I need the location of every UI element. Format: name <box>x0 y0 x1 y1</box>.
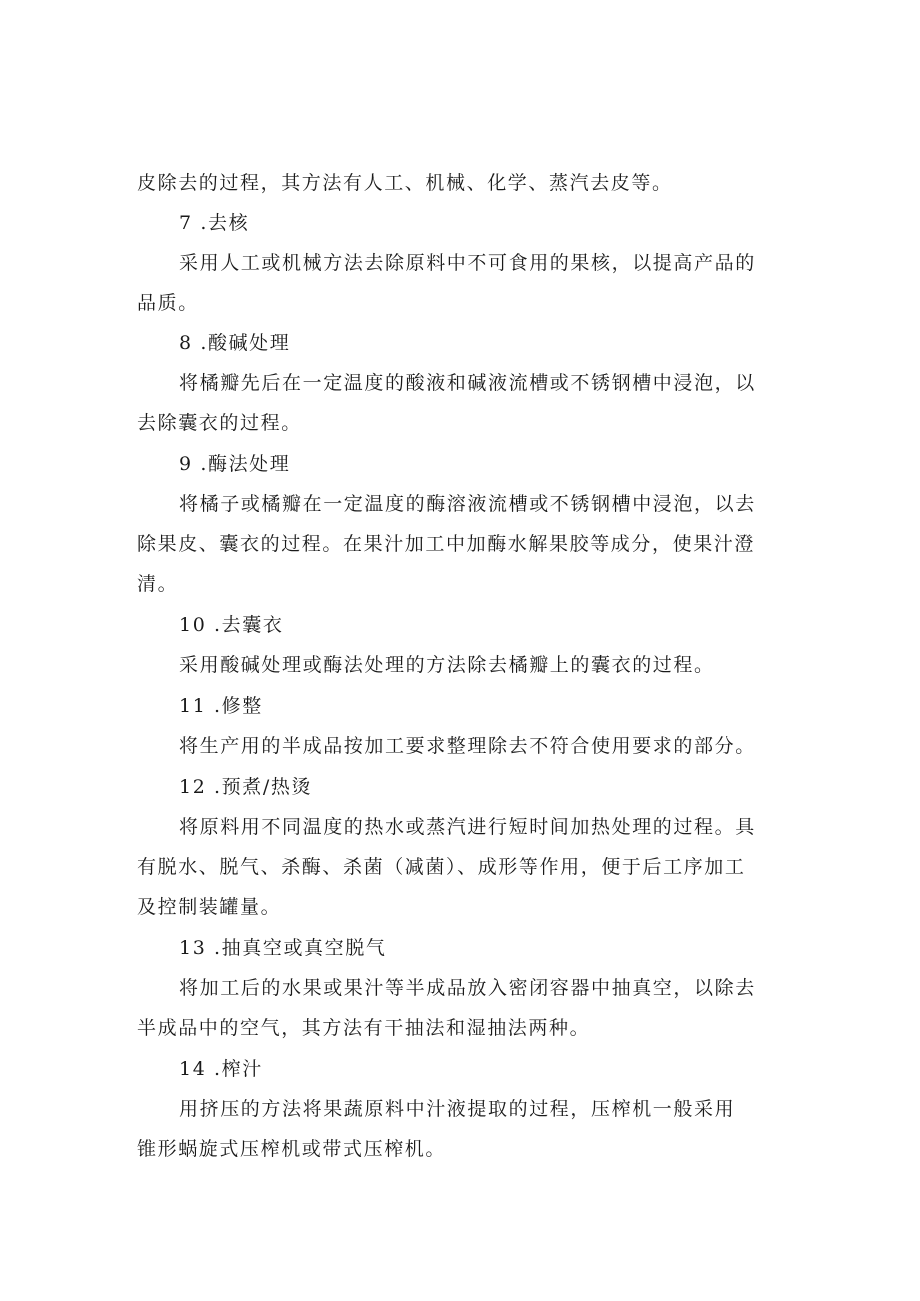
paragraph-line: 有脱水、脱气、杀酶、杀菌（减菌）、成形等作用，便于后工序加工 <box>137 856 746 878</box>
section-heading: 13 .抽真空或真空脱气 <box>179 937 387 959</box>
section-heading: 8 .酸碱处理 <box>179 332 291 354</box>
paragraph-line: 清。 <box>137 573 179 595</box>
paragraph-line: 品质。 <box>137 292 199 314</box>
paragraph-line: 将加工后的水果或果汁等半成品放入密闭容器中抽真空，以除去 <box>179 977 756 999</box>
paragraph-line: 采用人工或机械方法去除原料中不可食用的果核，以提高产品的 <box>179 252 756 274</box>
paragraph-line: 除果皮、囊衣的过程。在果汁加工中加酶水解果胶等成分，使果汁澄 <box>137 533 756 555</box>
paragraph-line: 将橘瓣先后在一定温度的酸液和碱液流槽或不锈钢槽中浸泡，以 <box>179 372 756 394</box>
paragraph-line: 皮除去的过程，其方法有人工、机械、化学、蒸汽去皮等。 <box>137 172 673 194</box>
paragraph-line: 将生产用的半成品按加工要求整理除去不符合使用要求的部分。 <box>179 735 756 757</box>
section-heading: 11 .修整 <box>179 695 263 717</box>
paragraph-line: 用挤压的方法将果蔬原料中汁液提取的过程，压榨机一般采用 <box>179 1098 736 1120</box>
paragraph-line: 采用酸碱处理或酶法处理的方法除去橘瓣上的囊衣的过程。 <box>179 654 715 676</box>
paragraph-line: 将橘子或橘瓣在一定温度的酶溶液流槽或不锈钢槽中浸泡，以去 <box>179 493 756 515</box>
paragraph-line: 去除囊衣的过程。 <box>137 412 302 434</box>
section-heading: 14 .榨汁 <box>179 1058 263 1080</box>
section-heading: 10 .去囊衣 <box>179 614 284 636</box>
paragraph-line: 及控制装罐量。 <box>137 896 282 918</box>
section-heading: 7 .去核 <box>179 212 250 234</box>
paragraph-line: 锥形蜗旋式压榨机或带式压榨机。 <box>137 1138 447 1160</box>
section-heading: 9 .酶法处理 <box>179 453 291 475</box>
paragraph-line: 半成品中的空气，其方法有干抽法和湿抽法两种。 <box>137 1017 591 1039</box>
section-heading: 12 .预煮/热烫 <box>179 776 313 798</box>
paragraph-line: 将原料用不同温度的热水或蒸汽进行短时间加热处理的过程。具 <box>179 816 756 838</box>
